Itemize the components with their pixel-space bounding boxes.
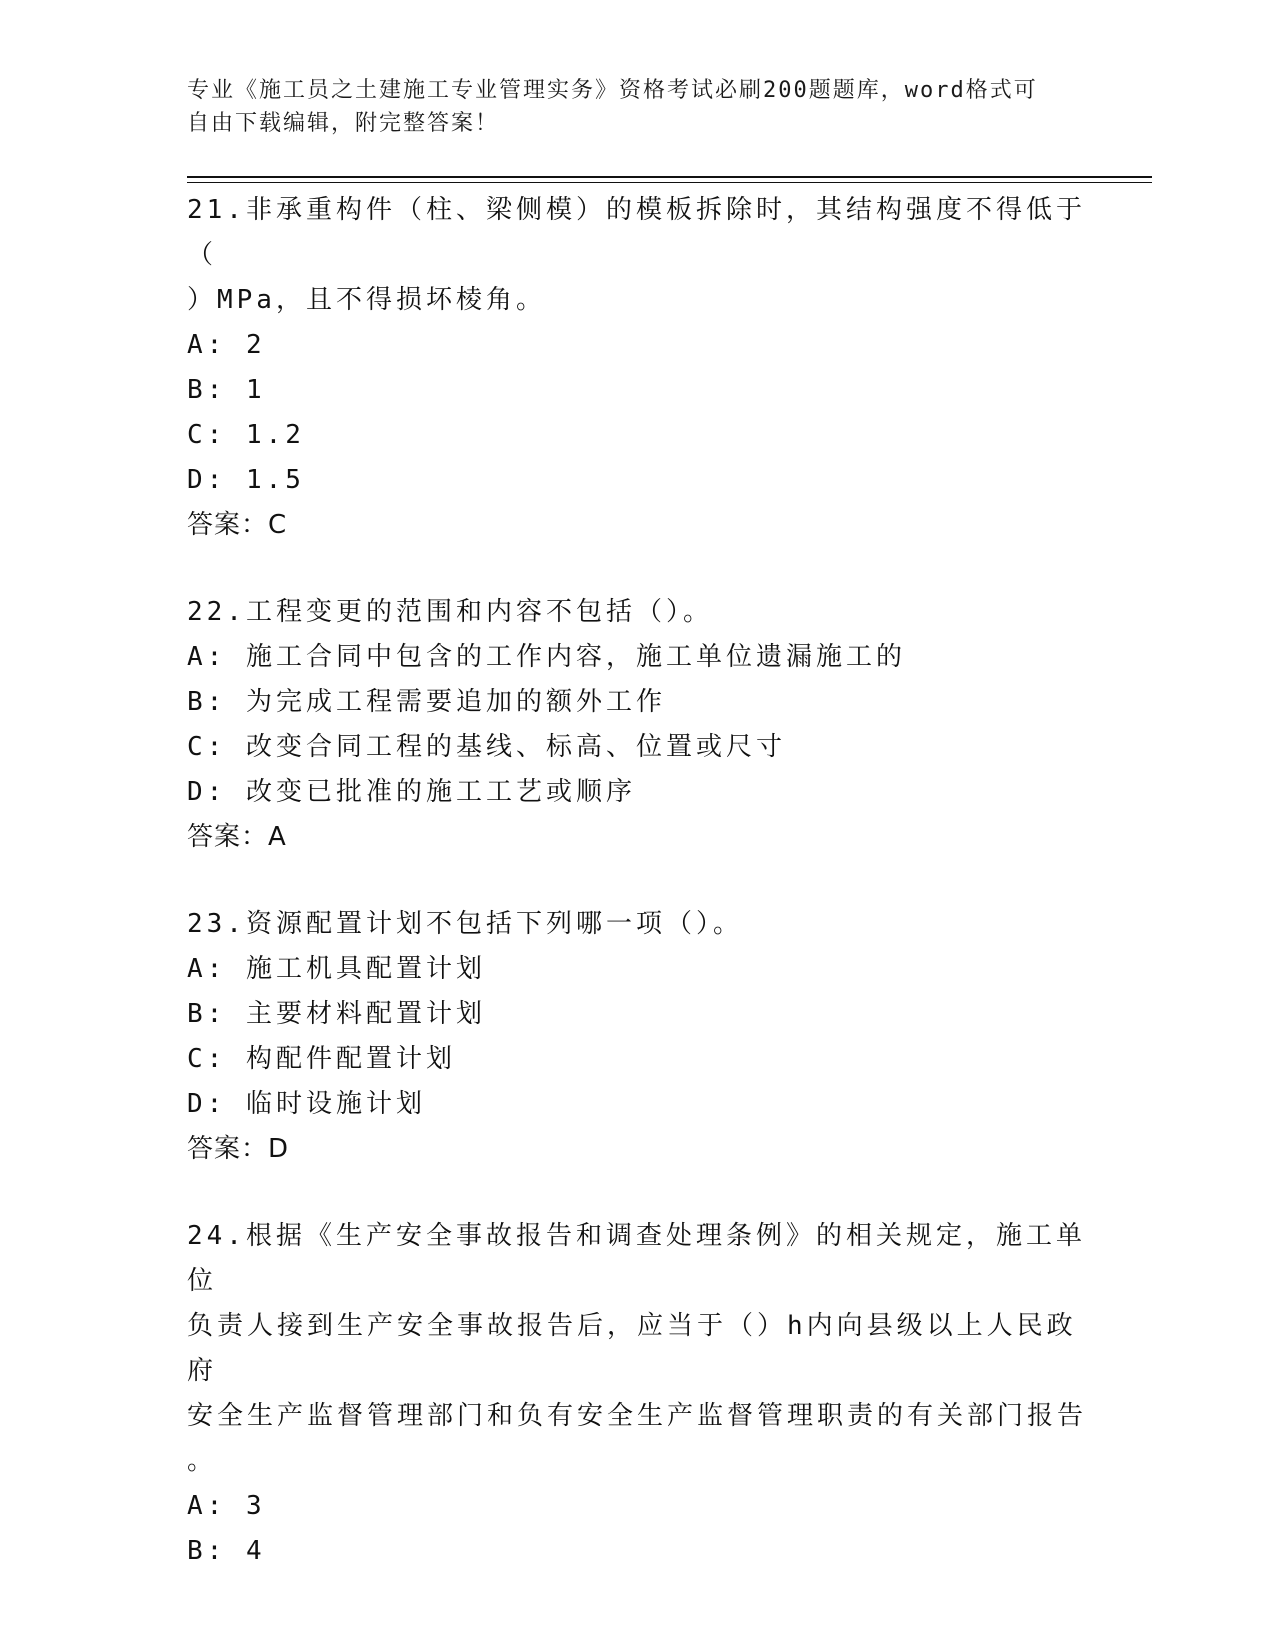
option-c: C: 1.2 — [187, 420, 305, 450]
option-b: B: 4 — [187, 1536, 266, 1566]
answer: 答案：A — [187, 822, 287, 852]
option-a: A: 施工合同中包含的工作内容，施工单位遗漏施工的 — [187, 642, 906, 672]
option-b: B: 主要材料配置计划 — [187, 999, 486, 1029]
option-d: D: 临时设施计划 — [187, 1089, 426, 1119]
header-title-line-2: 自由下载编辑，附完整答案！ — [187, 111, 500, 136]
header-divider-thick — [187, 176, 1152, 178]
option-a: A: 2 — [187, 330, 266, 360]
option-b: B: 为完成工程需要追加的额外工作 — [187, 687, 666, 717]
question-text: 21.非承重构件（柱、梁侧模）的模板拆除时，其结构强度不得低于（ ）MPa，且不得损坏棱角。 — [187, 195, 1086, 315]
header-divider-thin — [187, 182, 1152, 183]
question-text: 24.根据《生产安全事故报告和调查处理条例》的相关规定，施工单位 负责人接到生产安全事故报告后，应当于（）h内向县级以上人民政府 安全生产监督管理部门和负有安全生产监督管理职责的有关部门报告 。 — [187, 1221, 1088, 1476]
option-a: A: 3 — [187, 1491, 266, 1521]
question-text: 23.资源配置计划不包括下列哪一项（）。 — [187, 909, 743, 939]
question-text: 22.工程变更的范围和内容不包括（）。 — [187, 597, 713, 627]
header-title-line-1: 专业《施工员之土建施工专业管理实务》资格考试必刷200题题库，word格式可 — [187, 78, 1038, 103]
question-24 — [187, 1214, 1087, 1574]
option-c: C: 构配件配置计划 — [187, 1044, 456, 1074]
question-23 — [187, 902, 1087, 1172]
option-d: D: 1.5 — [187, 465, 305, 495]
question-22 — [187, 590, 1087, 860]
document-header — [187, 74, 1067, 140]
answer: 答案：C — [187, 510, 288, 540]
answer: 答案：D — [187, 1134, 290, 1164]
option-b: B: 1 — [187, 375, 266, 405]
option-c: C: 改变合同工程的基线、标高、位置或尺寸 — [187, 732, 786, 762]
option-a: A: 施工机具配置计划 — [187, 954, 486, 984]
question-21 — [187, 188, 1087, 548]
question-list — [187, 188, 1087, 1616]
option-d: D: 改变已批准的施工工艺或顺序 — [187, 777, 636, 807]
